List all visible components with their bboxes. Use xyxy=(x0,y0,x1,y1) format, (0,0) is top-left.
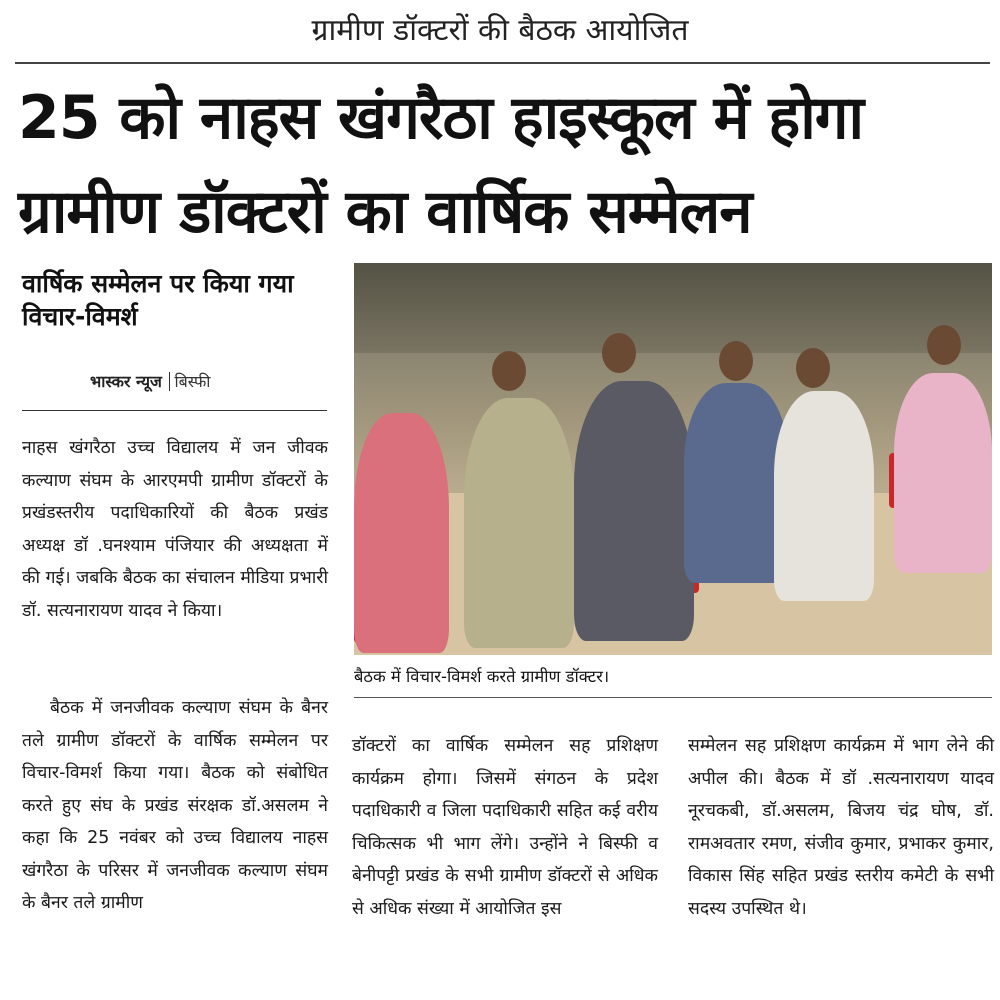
article-column-1-bottom xyxy=(22,692,328,920)
photo-person-head xyxy=(927,325,961,365)
photo-person xyxy=(894,373,992,573)
article-paragraph: सम्मेलन सह प्रशिक्षण कार्यक्रम में भाग लेने की अपील की। बैठक में डॉ .सत्यनारायण यादव नूरचकबी, डॉ.असलम, बिजय चंद्र घोष, डॉ. रामअवतार रमण, संजीव कुमार, प्रभाकर कुमार, विकास सिंह सहित प्रखंड स्तरीय कमेटी के सभी सदस्य उपस्थित थे। xyxy=(688,736,994,919)
photo-person xyxy=(464,398,574,648)
article-column-2 xyxy=(352,730,658,925)
photo-caption: बैठक में विचार-विमर्श करते ग्रामीण डॉक्टर। xyxy=(354,667,610,686)
photo-background-wall xyxy=(354,263,992,353)
kicker-headline: ग्रामीण डॉक्टरों की बैठक आयोजित xyxy=(311,13,689,48)
subheadline: वार्षिक सम्मेलन पर किया गया विचार-विमर्श xyxy=(22,269,294,331)
article-paragraph: डॉक्टरों का वार्षिक सम्मेलन सह प्रशिक्षण कार्यक्रम होगा। जिसमें संगठन के प्रदेश पदाधिकारी व जिला पदाधिकारी सहित कई वरीय चिकित्सक भी भाग लेंगे। उन्होंने ने बिस्फी व बेनीपट्टी प्रखंड के सभी ग्रामीण डॉक्टरों से अधिक से अधिक संख्या में आयोजित इस xyxy=(352,736,658,919)
article-column-1-top xyxy=(22,432,328,627)
byline-divider xyxy=(22,410,327,411)
headline-line-1: 25 को नाहस खंगरैठा हाइस्कूल में होगा xyxy=(18,83,864,153)
byline-source: भास्कर न्यूज xyxy=(90,372,162,391)
byline-place: बिस्फी xyxy=(169,372,210,391)
article-paragraph: बैठक में जनजीवक कल्याण संघम के बैनर तले ग्रामीण डॉक्टरों के वार्षिक सम्मेलन पर विचार-विमर्श किया गया। बैठक को संबोधित करते हुए संघ के प्रखंड संरक्षक डॉ.असलम ने कहा कि 25 नवंबर को उच्च विद्यालय नाहस खंगरैठा के परिसर में जनजीवक कल्याण संघम के बैनर तले ग्रामीण xyxy=(22,698,328,913)
article-column-3 xyxy=(688,730,994,925)
news-photo xyxy=(354,263,992,655)
photo-person xyxy=(574,381,694,641)
photo-person-head xyxy=(492,351,526,391)
top-divider xyxy=(15,62,990,64)
photo-person-head xyxy=(602,333,636,373)
photo-person xyxy=(774,391,874,601)
byline xyxy=(90,370,210,392)
article-paragraph: नाहस खंगरैठा उच्च विद्यालय में जन जीवक कल्याण संघम के आरएमपी ग्रामीण डॉक्टरों के प्रखंडस्तरीय पदाधिकारियों की बैठक प्रखंड अध्यक्ष डॉ .घनश्याम पंजियार की अध्यक्षता में की गई। जबकि बैठक का संचालन मीडिया प्रभारी डॉ. सत्यनारायण यादव ने किया। xyxy=(22,438,328,621)
photo-person-head xyxy=(719,341,753,381)
photo-person xyxy=(354,413,449,653)
caption-divider xyxy=(354,697,992,698)
photo-person-head xyxy=(796,348,830,388)
headline-line-2: ग्रामीण डॉक्टरों का वार्षिक सम्मेलन xyxy=(18,177,752,247)
